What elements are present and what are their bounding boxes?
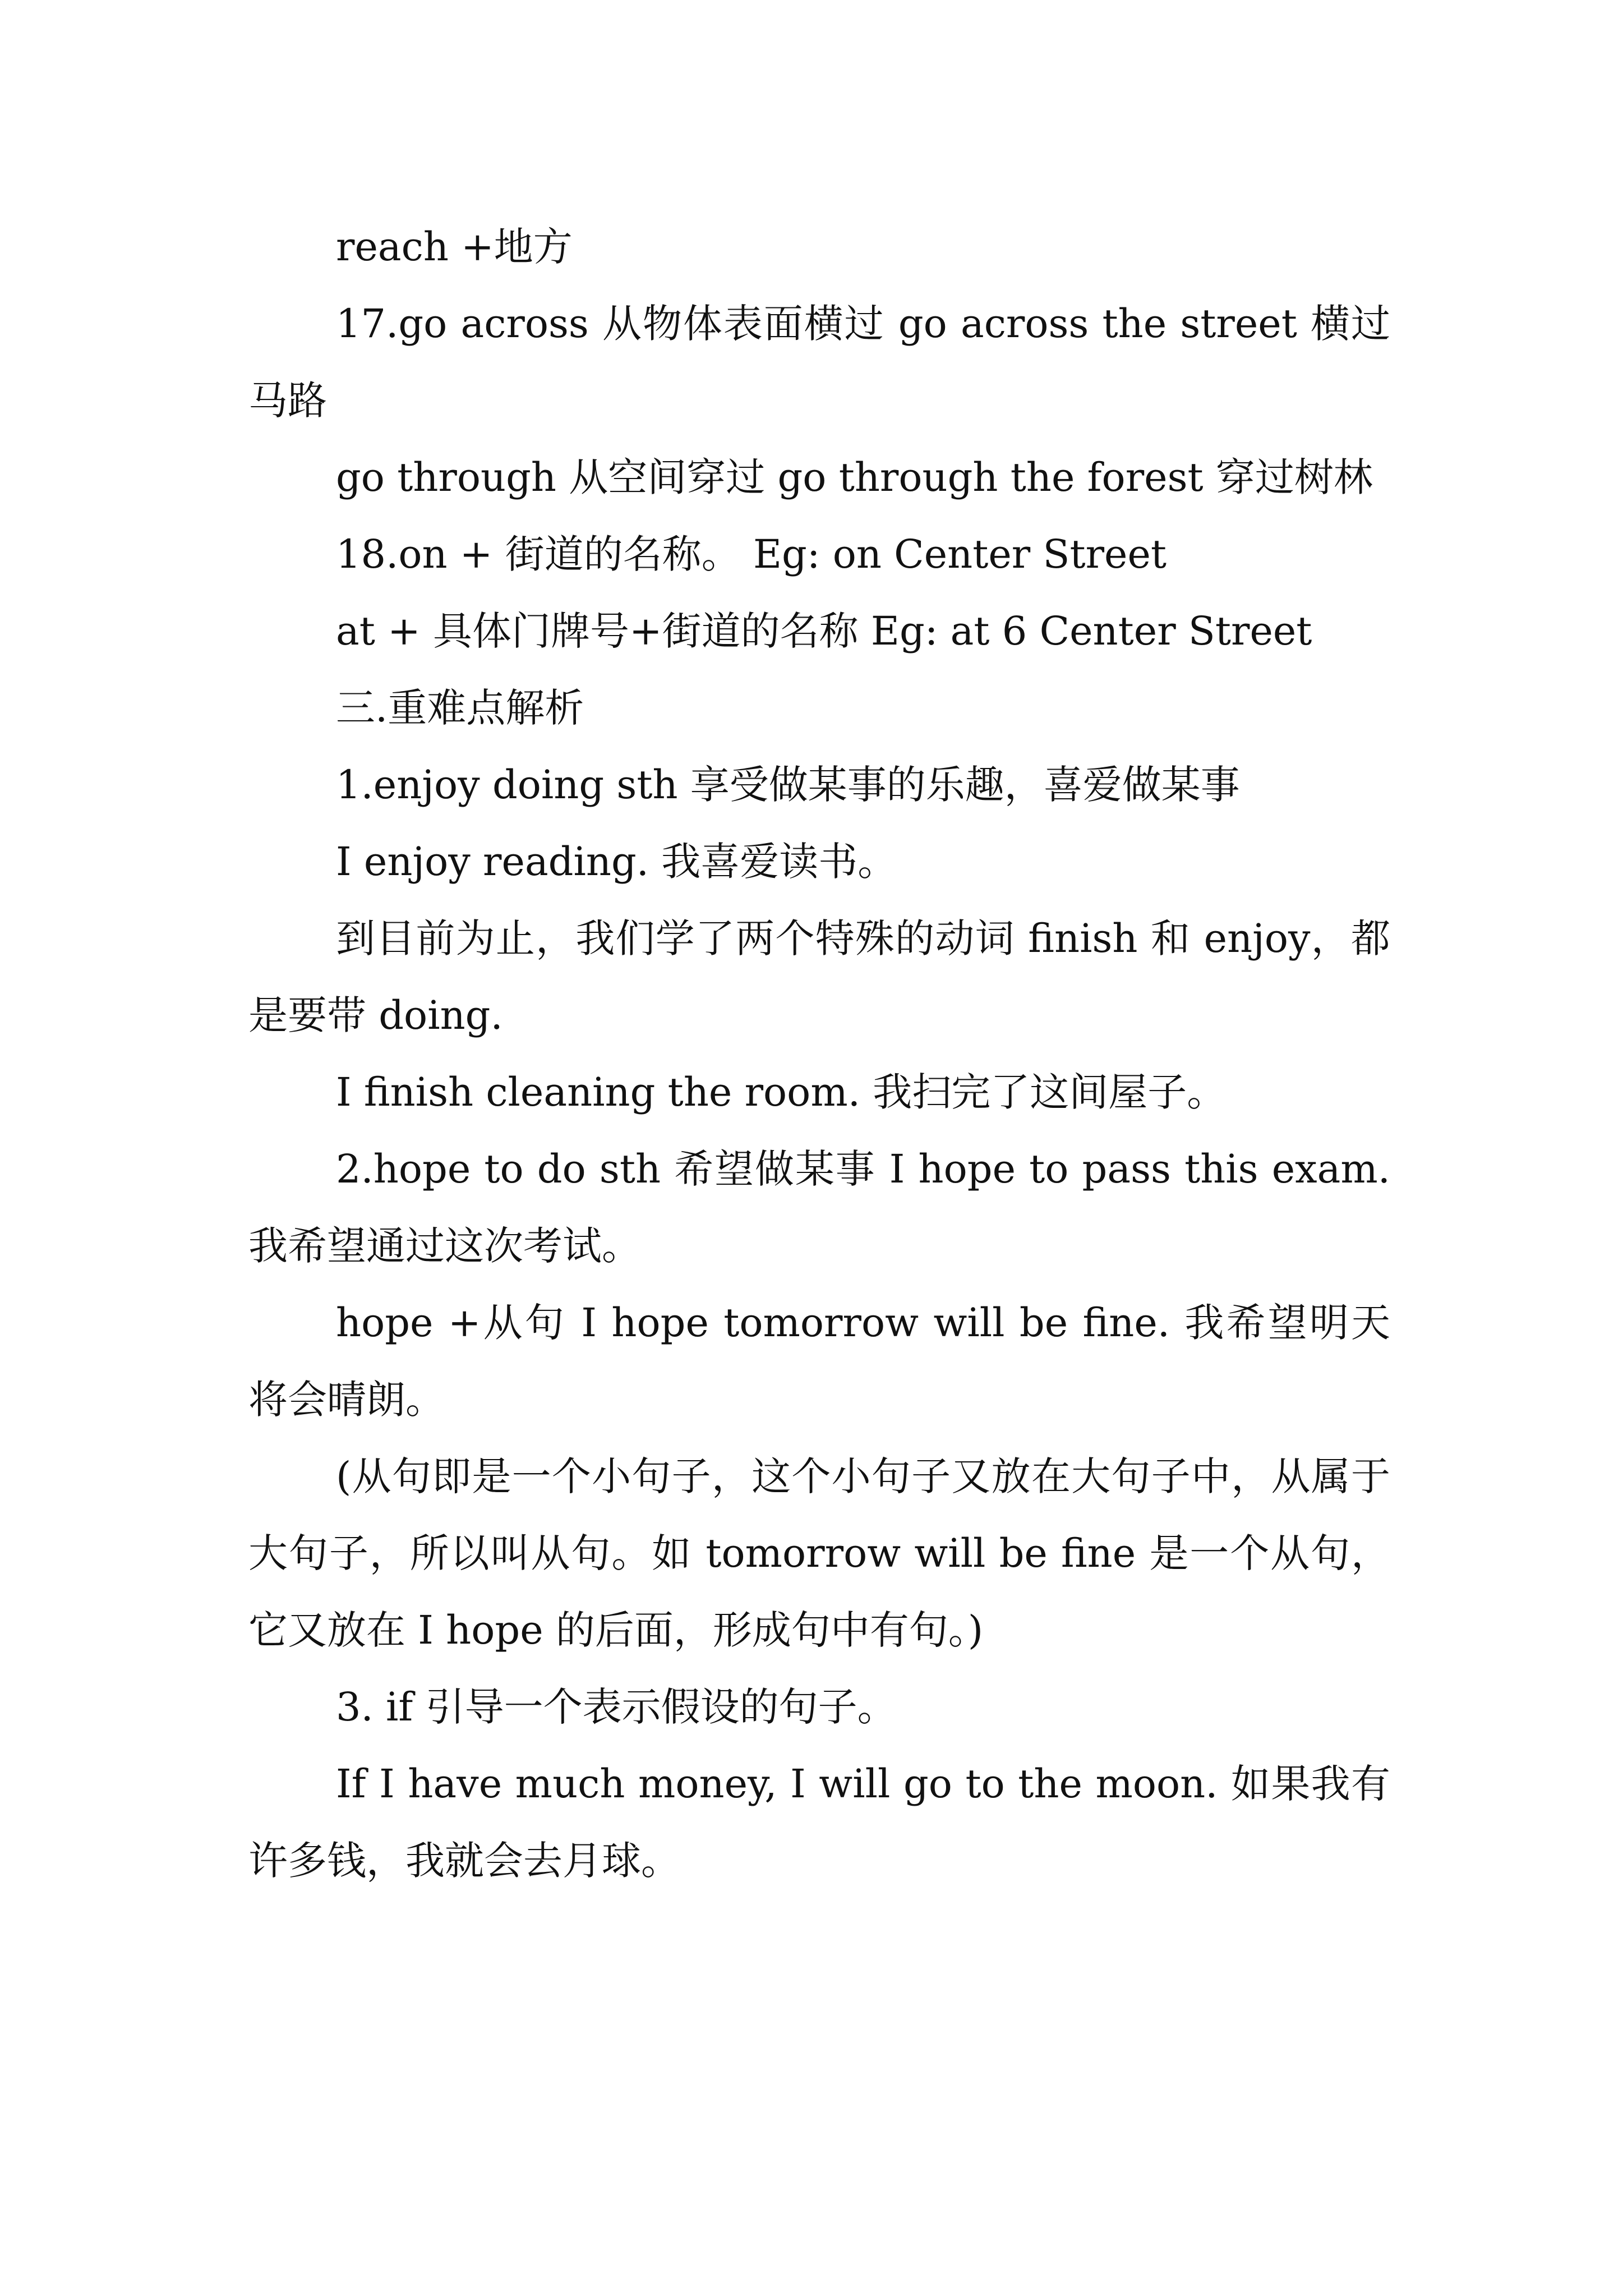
paragraph-if-clause: 3. if 引导一个表示假设的句子。 xyxy=(336,1684,897,1730)
paragraph-if-example: If I have much money, I will go to the moon. 如果我有许多钱，我就会去月球。 xyxy=(248,1761,1390,1884)
section-heading-key-points: 三.重难点解析 xyxy=(336,685,584,731)
paragraph-hope-to-do: 2.hope to do sth 希望做某事 I hope to pass this exam. 我希望通过这次考试。 xyxy=(248,1146,1390,1269)
paragraph-reach: reach +地方 xyxy=(336,224,573,270)
paragraph-hope-clause: hope +从句 I hope tomorrow will be fine. 我希望明天将会晴朗。 xyxy=(248,1300,1390,1423)
paragraph-at-street: at + 具体门牌号+街道的名称 Eg: at 6 Center Street xyxy=(336,608,1312,654)
paragraph-enjoy-doing: 1.enjoy doing sth 享受做某事的乐趣，喜爱做某事 xyxy=(336,762,1240,808)
document-body xyxy=(248,209,1390,1899)
paragraph-on-street: 18.on + 街道的名称。 Eg: on Center Street xyxy=(336,531,1167,577)
paragraph-go-through: go through 从空间穿过 go through the forest 穿过树林 xyxy=(336,454,1373,500)
paragraph-enjoy-example: I enjoy reading. 我喜爱读书。 xyxy=(336,839,897,885)
paragraph-finish-enjoy-note: 到目前为止，我们学了两个特殊的动词 finish 和 enjoy，都是要带 doing. xyxy=(248,915,1390,1038)
paragraph-clause-explanation: (从句即是一个小句子，这个小句子又放在大句子中，从属于大句子，所以叫从句。如 tomorrow will be fine 是一个从句，它又放在 I hope 的后面，形成句中有句。) xyxy=(248,1453,1390,1653)
paragraph-finish-example: I finish cleaning the room. 我扫完了这间屋子。 xyxy=(336,1069,1227,1115)
paragraph-go-across: 17.go across 从物体表面横过 go across the street 横过马路 xyxy=(248,301,1390,424)
